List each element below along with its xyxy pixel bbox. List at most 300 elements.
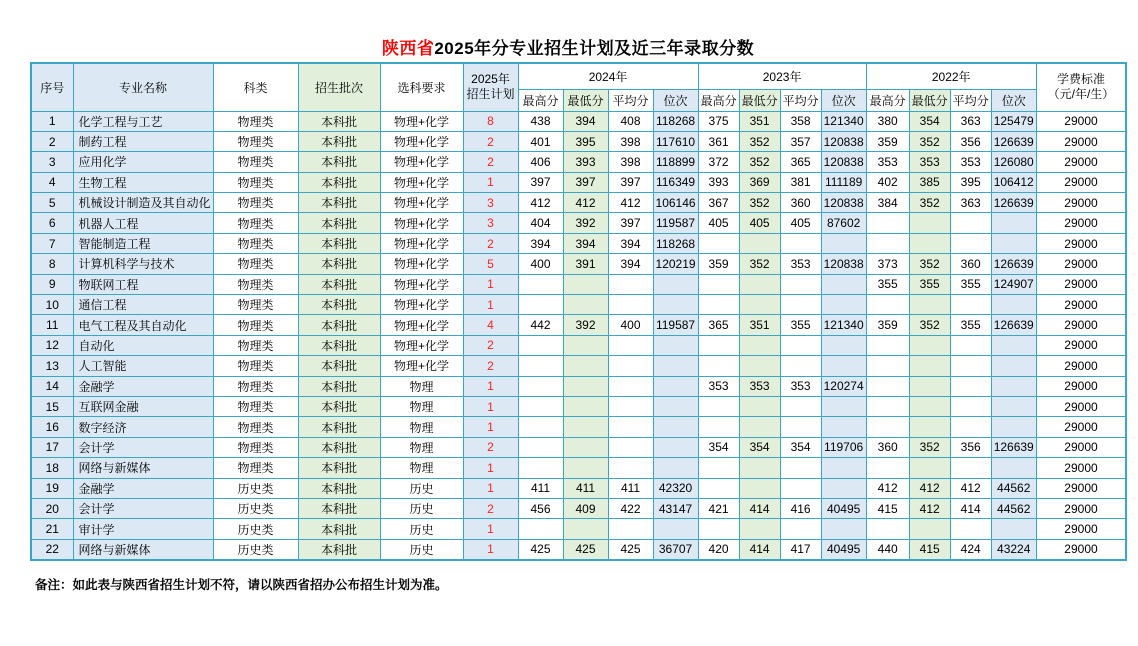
cell-tuition: 29000: [1036, 498, 1126, 518]
cell-2023-avg: 355: [780, 315, 821, 335]
cell-2023-min: 369: [739, 172, 780, 192]
admissions-table: [30, 62, 1127, 561]
cell-2024-max: 412: [518, 193, 563, 213]
cell-2022-rank: 126639: [991, 131, 1036, 151]
cell-2024-rank: 118268: [653, 111, 698, 131]
cell-2022-rank: [991, 417, 1036, 437]
cell-plan-2025: 2: [463, 356, 518, 376]
cell-2022-min: 352: [909, 437, 950, 457]
cell-plan-2025: 1: [463, 539, 518, 559]
cell-tuition: 29000: [1036, 233, 1126, 253]
cell-2024-rank: [653, 376, 698, 396]
cell-2024-max: [518, 396, 563, 416]
cell-2024-rank: 42320: [653, 478, 698, 498]
cell-2024-rank: 43147: [653, 498, 698, 518]
cell-major: 互联网金融: [73, 396, 213, 416]
cell-2022-avg: 353: [950, 152, 991, 172]
cell-2024-max: 456: [518, 498, 563, 518]
cell-2022-rank: [991, 519, 1036, 539]
cell-2022-min: 354: [909, 111, 950, 131]
cell-2023-min: 352: [739, 193, 780, 213]
cell-batch: 本科批: [298, 193, 380, 213]
page-title: [30, 34, 1106, 59]
cell-subject-req: 物理+化学: [380, 356, 463, 376]
cell-2024-min: 395: [563, 131, 608, 151]
cell-tuition: 29000: [1036, 376, 1126, 396]
cell-2024-max: [518, 376, 563, 396]
cell-subject-req: 物理+化学: [380, 172, 463, 192]
cell-2024-min: [563, 295, 608, 315]
cell-2024-avg: 411: [608, 478, 653, 498]
cell-tuition: 29000: [1036, 315, 1126, 335]
cell-2024-min: 425: [563, 539, 608, 559]
cell-2024-avg: [608, 356, 653, 376]
cell-category: 物理类: [213, 356, 298, 376]
cell-2023-max: 420: [698, 539, 739, 559]
cell-subject-req: 物理: [380, 437, 463, 457]
cell-no: 9: [31, 274, 73, 294]
cell-category: 物理类: [213, 458, 298, 478]
cell-major: 机械设计制造及其自动化: [73, 193, 213, 213]
header-2023-min: 最低分: [739, 89, 780, 111]
cell-subject-req: 物理+化学: [380, 111, 463, 131]
table-row: [31, 152, 1126, 172]
cell-tuition: 29000: [1036, 213, 1126, 233]
cell-2022-rank: [991, 458, 1036, 478]
cell-2024-avg: 412: [608, 193, 653, 213]
cell-batch: 本科批: [298, 131, 380, 151]
cell-2024-min: 412: [563, 193, 608, 213]
cell-2024-rank: 118899: [653, 152, 698, 172]
cell-category: 物理类: [213, 315, 298, 335]
cell-2023-avg: [780, 417, 821, 437]
cell-2023-avg: [780, 233, 821, 253]
cell-2022-min: [909, 335, 950, 355]
cell-2022-min: 352: [909, 131, 950, 151]
cell-subject-req: 历史: [380, 478, 463, 498]
cell-2023-min: 405: [739, 213, 780, 233]
header-plan-2025: [463, 63, 518, 111]
cell-2024-max: [518, 437, 563, 457]
cell-2023-max: 421: [698, 498, 739, 518]
header-tuition: [1036, 63, 1126, 111]
cell-2022-rank: [991, 356, 1036, 376]
header-category: 科类: [213, 63, 298, 111]
cell-major: 机器人工程: [73, 213, 213, 233]
cell-2024-max: 397: [518, 172, 563, 192]
cell-2022-rank: [991, 376, 1036, 396]
cell-tuition: 29000: [1036, 519, 1126, 539]
table-row: [31, 519, 1126, 539]
table-row: [31, 498, 1126, 518]
cell-no: 16: [31, 417, 73, 437]
table-body: [31, 111, 1126, 560]
cell-2023-min: 352: [739, 152, 780, 172]
cell-subject-req: 物理+化学: [380, 254, 463, 274]
admissions-table-wrapper: [30, 62, 1127, 561]
cell-batch: 本科批: [298, 519, 380, 539]
cell-2022-rank: 126639: [991, 315, 1036, 335]
cell-2024-avg: [608, 274, 653, 294]
cell-batch: 本科批: [298, 376, 380, 396]
cell-2022-avg: [950, 376, 991, 396]
cell-2023-max: 353: [698, 376, 739, 396]
cell-2022-rank: [991, 295, 1036, 315]
cell-plan-2025: 1: [463, 417, 518, 437]
cell-major: 金融学: [73, 376, 213, 396]
cell-2022-min: [909, 417, 950, 437]
table-row: [31, 356, 1126, 376]
table-row: [31, 274, 1126, 294]
cell-2023-max: 367: [698, 193, 739, 213]
cell-category: 物理类: [213, 274, 298, 294]
cell-plan-2025: 4: [463, 315, 518, 335]
cell-no: 18: [31, 458, 73, 478]
cell-2024-min: [563, 519, 608, 539]
cell-category: 物理类: [213, 335, 298, 355]
cell-2022-avg: [950, 335, 991, 355]
cell-2022-max: 359: [866, 131, 909, 151]
cell-2024-rank: [653, 396, 698, 416]
cell-2022-max: [866, 376, 909, 396]
cell-2022-avg: 363: [950, 193, 991, 213]
cell-subject-req: 物理: [380, 458, 463, 478]
cell-2023-min: 352: [739, 254, 780, 274]
cell-plan-2025: 1: [463, 458, 518, 478]
cell-2023-rank: [821, 335, 866, 355]
cell-2022-avg: [950, 396, 991, 416]
table-row: [31, 478, 1126, 498]
cell-plan-2025: 8: [463, 111, 518, 131]
cell-major: 物联网工程: [73, 274, 213, 294]
cell-2022-avg: [950, 458, 991, 478]
table-row: [31, 111, 1126, 131]
cell-2023-avg: 416: [780, 498, 821, 518]
cell-2023-avg: [780, 458, 821, 478]
cell-2022-rank: 106412: [991, 172, 1036, 192]
cell-batch: 本科批: [298, 274, 380, 294]
cell-2023-max: [698, 396, 739, 416]
cell-2024-avg: 394: [608, 233, 653, 253]
cell-subject-req: 物理+化学: [380, 233, 463, 253]
cell-2023-rank: 119706: [821, 437, 866, 457]
cell-2022-max: 360: [866, 437, 909, 457]
cell-2024-min: [563, 376, 608, 396]
header-2022-avg: 平均分: [950, 89, 991, 111]
cell-tuition: 29000: [1036, 437, 1126, 457]
cell-2022-rank: [991, 396, 1036, 416]
cell-2022-min: [909, 233, 950, 253]
cell-2023-avg: [780, 396, 821, 416]
cell-2022-avg: 412: [950, 478, 991, 498]
cell-plan-2025: 2: [463, 498, 518, 518]
cell-no: 13: [31, 356, 73, 376]
cell-no: 15: [31, 396, 73, 416]
cell-subject-req: 物理+化学: [380, 193, 463, 213]
cell-2024-min: [563, 417, 608, 437]
cell-2022-rank: 125479: [991, 111, 1036, 131]
cell-2022-rank: 126639: [991, 193, 1036, 213]
cell-category: 物理类: [213, 233, 298, 253]
cell-category: 物理类: [213, 254, 298, 274]
table-row: [31, 254, 1126, 274]
cell-2024-max: [518, 335, 563, 355]
cell-tuition: 29000: [1036, 396, 1126, 416]
cell-2024-avg: [608, 396, 653, 416]
cell-2024-max: [518, 356, 563, 376]
cell-2022-max: [866, 213, 909, 233]
cell-2023-min: 351: [739, 111, 780, 131]
page-title-rest: 2025年分专业招生计划及近三年录取分数: [434, 39, 755, 58]
cell-subject-req: 物理: [380, 417, 463, 437]
cell-category: 物理类: [213, 417, 298, 437]
cell-subject-req: 物理+化学: [380, 295, 463, 315]
header-tuition-line2: （元/年/生）: [1047, 87, 1115, 102]
cell-subject-req: 物理+化学: [380, 274, 463, 294]
cell-2022-avg: 355: [950, 274, 991, 294]
cell-major: 通信工程: [73, 295, 213, 315]
cell-2022-max: 373: [866, 254, 909, 274]
header-2022-min: 最低分: [909, 89, 950, 111]
cell-2023-min: [739, 396, 780, 416]
cell-subject-req: 物理: [380, 376, 463, 396]
header-year-2022: 2022年: [866, 63, 1036, 89]
cell-2023-rank: [821, 233, 866, 253]
cell-2023-min: [739, 519, 780, 539]
cell-2024-avg: [608, 417, 653, 437]
cell-2024-min: [563, 396, 608, 416]
cell-plan-2025: 1: [463, 478, 518, 498]
cell-2022-rank: [991, 335, 1036, 355]
table-row: [31, 131, 1126, 151]
cell-plan-2025: 2: [463, 335, 518, 355]
cell-2023-max: [698, 295, 739, 315]
cell-category: 物理类: [213, 172, 298, 192]
cell-no: 14: [31, 376, 73, 396]
cell-2023-rank: 120838: [821, 254, 866, 274]
cell-2024-rank: 119587: [653, 315, 698, 335]
cell-major: 智能制造工程: [73, 233, 213, 253]
cell-2023-rank: 120838: [821, 152, 866, 172]
cell-2023-max: [698, 356, 739, 376]
cell-batch: 本科批: [298, 152, 380, 172]
cell-2024-min: [563, 458, 608, 478]
cell-major: 化学工程与工艺: [73, 111, 213, 131]
cell-batch: 本科批: [298, 213, 380, 233]
cell-2024-avg: [608, 295, 653, 315]
cell-no: 6: [31, 213, 73, 233]
cell-2023-rank: 120838: [821, 193, 866, 213]
header-year-2023: 2023年: [698, 63, 866, 89]
cell-2022-max: [866, 396, 909, 416]
cell-category: 物理类: [213, 396, 298, 416]
cell-subject-req: 物理+化学: [380, 315, 463, 335]
cell-category: 物理类: [213, 376, 298, 396]
cell-2023-rank: [821, 274, 866, 294]
cell-2022-rank: 126080: [991, 152, 1036, 172]
cell-2023-rank: [821, 478, 866, 498]
cell-2024-min: 391: [563, 254, 608, 274]
cell-2022-max: 380: [866, 111, 909, 131]
cell-2023-max: [698, 417, 739, 437]
cell-2022-max: [866, 519, 909, 539]
cell-plan-2025: 2: [463, 131, 518, 151]
cell-2024-min: 392: [563, 213, 608, 233]
cell-2024-rank: [653, 417, 698, 437]
cell-2024-avg: 394: [608, 254, 653, 274]
cell-plan-2025: 2: [463, 152, 518, 172]
cell-2023-max: 359: [698, 254, 739, 274]
cell-plan-2025: 2: [463, 437, 518, 457]
cell-category: 历史类: [213, 478, 298, 498]
header-major: 专业名称: [73, 63, 213, 111]
cell-2023-max: [698, 233, 739, 253]
cell-2023-max: 354: [698, 437, 739, 457]
cell-2023-min: [739, 458, 780, 478]
cell-no: 8: [31, 254, 73, 274]
cell-2024-max: 401: [518, 131, 563, 151]
cell-2022-max: 402: [866, 172, 909, 192]
header-2024-rank: 位次: [653, 89, 698, 111]
cell-plan-2025: 1: [463, 396, 518, 416]
cell-tuition: 29000: [1036, 111, 1126, 131]
cell-2023-avg: 354: [780, 437, 821, 457]
header-2022-max: 最高分: [866, 89, 909, 111]
cell-category: 历史类: [213, 498, 298, 518]
cell-2022-avg: 395: [950, 172, 991, 192]
table-row: [31, 172, 1126, 192]
cell-2024-max: [518, 295, 563, 315]
cell-2023-avg: 360: [780, 193, 821, 213]
cell-2023-max: 393: [698, 172, 739, 192]
cell-2024-max: 425: [518, 539, 563, 559]
cell-tuition: 29000: [1036, 356, 1126, 376]
cell-batch: 本科批: [298, 295, 380, 315]
table-row: [31, 396, 1126, 416]
cell-batch: 本科批: [298, 172, 380, 192]
cell-2024-avg: [608, 376, 653, 396]
cell-tuition: 29000: [1036, 172, 1126, 192]
cell-2023-max: 365: [698, 315, 739, 335]
cell-2023-avg: [780, 519, 821, 539]
cell-2024-min: [563, 274, 608, 294]
cell-2023-min: [739, 233, 780, 253]
cell-batch: 本科批: [298, 233, 380, 253]
cell-major: 应用化学: [73, 152, 213, 172]
cell-batch: 本科批: [298, 315, 380, 335]
cell-2023-rank: 120838: [821, 131, 866, 151]
cell-category: 物理类: [213, 111, 298, 131]
cell-tuition: 29000: [1036, 193, 1126, 213]
cell-2022-avg: [950, 356, 991, 376]
cell-category: 物理类: [213, 131, 298, 151]
cell-subject-req: 物理+化学: [380, 213, 463, 233]
cell-no: 3: [31, 152, 73, 172]
cell-2023-rank: [821, 519, 866, 539]
cell-2023-avg: 357: [780, 131, 821, 151]
cell-2022-avg: [950, 233, 991, 253]
cell-category: 历史类: [213, 539, 298, 559]
cell-2023-avg: [780, 274, 821, 294]
cell-2022-max: 440: [866, 539, 909, 559]
cell-2023-min: 352: [739, 131, 780, 151]
cell-2023-max: [698, 519, 739, 539]
cell-2022-rank: 43224: [991, 539, 1036, 559]
table-row: [31, 376, 1126, 396]
cell-2022-max: 384: [866, 193, 909, 213]
cell-2022-avg: 414: [950, 498, 991, 518]
cell-2024-avg: 408: [608, 111, 653, 131]
cell-2022-min: [909, 295, 950, 315]
header-tuition-line1: 学费标准: [1056, 71, 1105, 86]
cell-no: 5: [31, 193, 73, 213]
cell-2024-rank: 119587: [653, 213, 698, 233]
cell-2022-min: 355: [909, 274, 950, 294]
cell-plan-2025: 1: [463, 172, 518, 192]
cell-2022-max: [866, 233, 909, 253]
cell-tuition: 29000: [1036, 335, 1126, 355]
cell-category: 物理类: [213, 213, 298, 233]
cell-2024-avg: 397: [608, 213, 653, 233]
table-row: [31, 193, 1126, 213]
cell-2024-max: 400: [518, 254, 563, 274]
header-2023-max: 最高分: [698, 89, 739, 111]
cell-2024-avg: [608, 519, 653, 539]
cell-2022-min: [909, 396, 950, 416]
cell-2022-rank: [991, 233, 1036, 253]
cell-2024-min: [563, 356, 608, 376]
cell-2023-min: 351: [739, 315, 780, 335]
cell-2022-min: [909, 376, 950, 396]
header-2024-max: 最高分: [518, 89, 563, 111]
cell-2022-rank: [991, 213, 1036, 233]
cell-2024-rank: 116349: [653, 172, 698, 192]
cell-2023-max: [698, 335, 739, 355]
cell-batch: 本科批: [298, 356, 380, 376]
cell-batch: 本科批: [298, 254, 380, 274]
cell-no: 20: [31, 498, 73, 518]
cell-2022-avg: 424: [950, 539, 991, 559]
cell-major: 计算机科学与技术: [73, 254, 213, 274]
cell-2023-avg: 365: [780, 152, 821, 172]
cell-plan-2025: 5: [463, 254, 518, 274]
footnote: 备注：如此表与陕西省招生计划不符，请以陕西省招办公布招生计划为准。: [35, 578, 448, 592]
cell-subject-req: 物理+化学: [380, 335, 463, 355]
cell-2024-avg: 398: [608, 131, 653, 151]
cell-2024-rank: [653, 458, 698, 478]
cell-2022-min: [909, 519, 950, 539]
cell-batch: 本科批: [298, 437, 380, 457]
cell-2023-rank: [821, 396, 866, 416]
cell-category: 物理类: [213, 193, 298, 213]
table-row: [31, 335, 1126, 355]
cell-major: 金融学: [73, 478, 213, 498]
cell-tuition: 29000: [1036, 254, 1126, 274]
cell-2024-avg: [608, 458, 653, 478]
cell-plan-2025: 1: [463, 274, 518, 294]
cell-2024-max: 442: [518, 315, 563, 335]
header-2023-rank: 位次: [821, 89, 866, 111]
table-row: [31, 213, 1126, 233]
cell-2022-max: 359: [866, 315, 909, 335]
header-year-2024: 2024年: [518, 63, 698, 89]
cell-2022-min: [909, 356, 950, 376]
cell-2022-max: 353: [866, 152, 909, 172]
cell-subject-req: 历史: [380, 519, 463, 539]
cell-2022-avg: 355: [950, 315, 991, 335]
cell-major: 网络与新媒体: [73, 539, 213, 559]
cell-no: 17: [31, 437, 73, 457]
